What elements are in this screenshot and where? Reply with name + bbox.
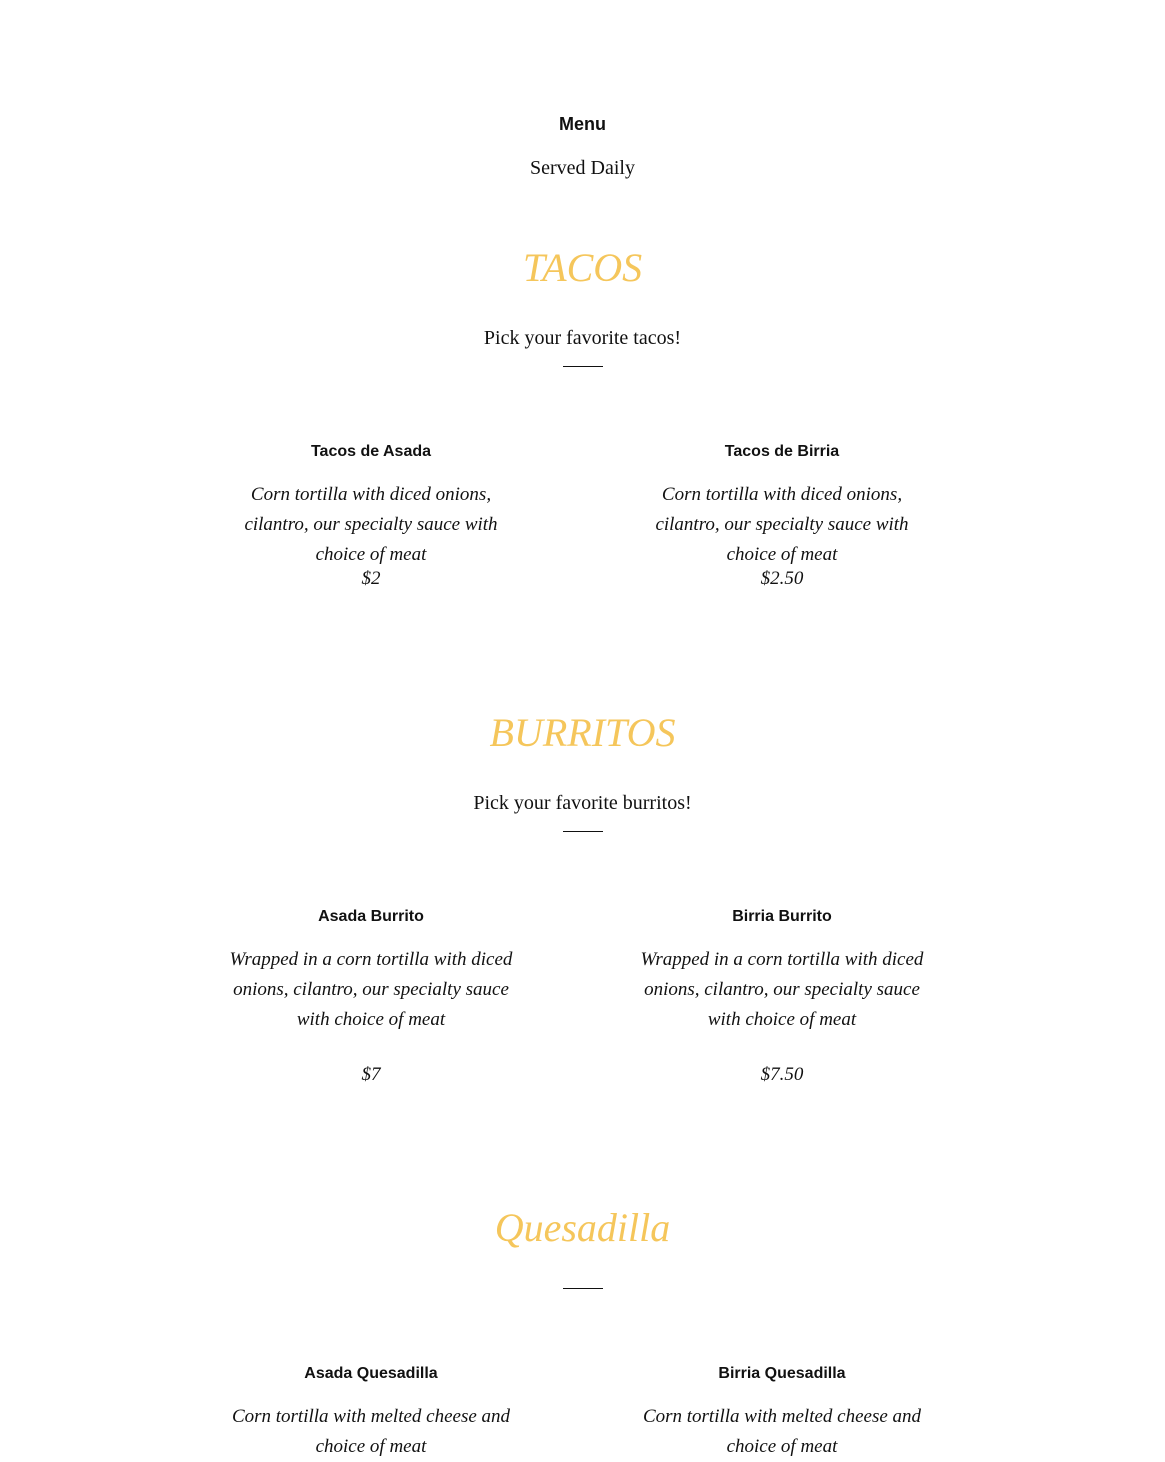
item-name: Birria Quesadilla: [718, 1365, 846, 1382]
menu-item-tacos-de-birria: [632, 442, 932, 589]
item-description: Corn tortilla with diced onions, cilantro, our specialty sauce with choice of meat: [244, 484, 498, 565]
item-price: $7.50: [760, 1064, 804, 1085]
section-divider: [563, 366, 603, 367]
menu-item-asada-quesadilla: [221, 1364, 521, 1462]
item-name: Tacos de Birria: [724, 443, 840, 460]
menu-item-birria-quesadilla: [632, 1364, 932, 1462]
menu-item-asada-burrito: [221, 907, 521, 1085]
item-description: Corn tortilla with melted cheese and choice of meat: [231, 1406, 511, 1457]
menu-title: Menu: [559, 114, 606, 134]
section-description-burritos: Pick your favorite burritos!: [473, 792, 692, 814]
item-description: Wrapped in a corn tortilla with diced onions, cilantro, our specialty sauce with choice of meat: [229, 949, 513, 1030]
item-price: $2.50: [760, 568, 804, 589]
item-name: Asada Burrito: [318, 908, 424, 925]
section-title-tacos: TACOS: [522, 245, 643, 290]
section-title-quesadilla: Quesadilla: [494, 1205, 671, 1250]
item-name: Asada Quesadilla: [304, 1365, 438, 1382]
item-name: Tacos de Asada: [310, 443, 432, 460]
item-description: Corn tortilla with melted cheese and choice of meat: [642, 1406, 922, 1457]
item-name: Birria Burrito: [732, 908, 832, 925]
item-description: Wrapped in a corn tortilla with diced onions, cilantro, our specialty sauce with choice of meat: [640, 949, 924, 1030]
menu-item-birria-burrito: [632, 907, 932, 1085]
section-divider: [563, 1288, 603, 1289]
item-price: $2: [361, 568, 381, 589]
section-title-burritos: BURRITOS: [489, 710, 676, 755]
section-divider: [563, 831, 603, 832]
item-price: $7: [361, 1064, 381, 1085]
section-description-tacos: Pick your favorite tacos!: [483, 327, 682, 349]
item-description: Corn tortilla with diced onions, cilantro, our specialty sauce with choice of meat: [655, 484, 909, 565]
menu-item-tacos-de-asada: [221, 442, 521, 589]
menu-subtitle: Served Daily: [530, 157, 635, 179]
